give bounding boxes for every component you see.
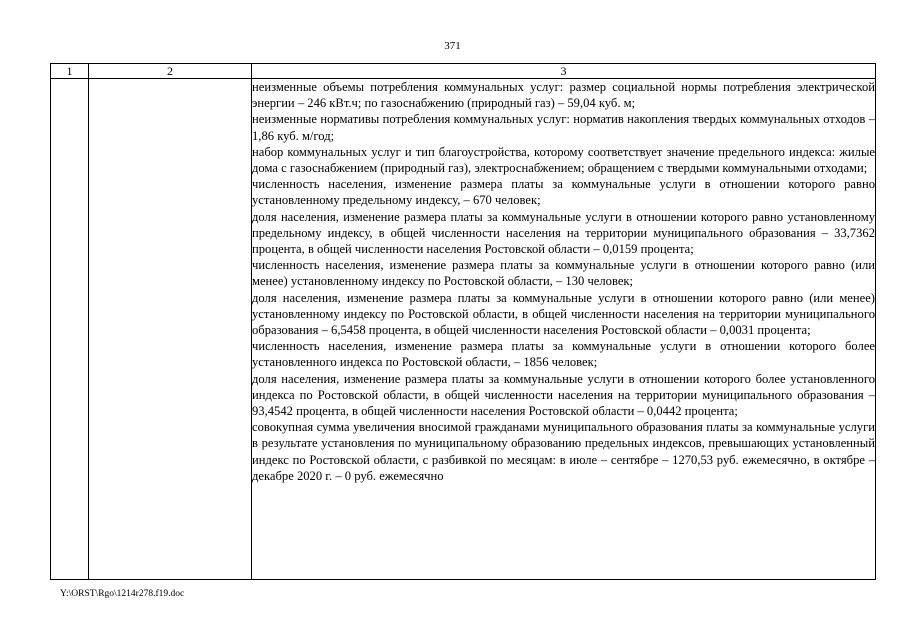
paragraph-services-set: набор коммунальных услуг и тип благоустройства, которому соответствует значение предельного индекса: жилые дома с газоснабжением (природный газ), электроснабжением; обращением с твердыми коммунальными отходами;	[252, 144, 875, 176]
paragraph-population-equal-or-less-regional: численность населения, изменение размера платы за коммунальные услуги в отношении которого равно (или менее) установленному индексу по Ростовской области, – 130 человек;	[252, 258, 875, 289]
table-row	[51, 79, 876, 580]
paragraph-share-equal-limit: доля населения, изменение размера платы за коммунальные услуги в отношении которого равно установленному предельному индексу, в общей численности населения на территории муниципального образования – 33,7362 процента, в общей численности населения Ростовской области – 0,0159 процента;	[252, 209, 875, 257]
table-cell-col3	[252, 79, 876, 580]
page-number: 371	[444, 40, 461, 52]
paragraph-total-increase: совокупная сумма увеличения вносимой гражданами муниципального образования платы за коммунальные услуги в результате установления по муниципальному образованию предельных индексов, превышающих установленный индекс по Ростовской области, с разбивкой по месяцам: в июле – сентябре – 1270,53 руб. ежемесячно, в октябре – декабре 2020 г. – 0 руб. ежемесячно	[252, 420, 875, 483]
footer-file-path: Y:\ORST\Rgo\1214r278.f19.doc	[60, 589, 185, 599]
table-cell-col1	[51, 79, 89, 580]
column-header-2: 2	[89, 64, 252, 79]
paragraph-consumption-volumes: неизменные объемы потребления коммунальных услуг: размер социальной нормы потребления электрической энергии – 246 кВт.ч; по газоснабжению (природный газ) – 59,04 куб. м;	[252, 80, 875, 111]
paragraph-population-equal-limit: численность населения, изменение размера платы за коммунальные услуги в отношении которого равно установленному предельному индексу, – 670 человек;	[252, 177, 875, 208]
column-header-1: 1	[51, 64, 89, 79]
paragraph-share-above-regional: доля населения, изменение размера платы за коммунальные услуги в отношении которого более установленного индекса по Ростовской области, в общей численности населения на территории муниципального образования – 93,4542 процента, в общей численности населения Ростовской области – 0,0442 процента;	[252, 371, 875, 419]
paragraph-share-equal-or-less-regional: доля населения, изменение размера платы за коммунальные услуги в отношении которого равно (или менее) установленному индексу по Ростовской области, в общей численности населения на территории муниципального образования – 6,5458 процента, в общей численности населения Ростовской области – 0,0031 процента;	[252, 290, 875, 338]
paragraph-population-above-regional: численность населения, изменение размера платы за коммунальные услуги в отношении которого более установленного индекса по Ростовской области, – 1856 человек;	[252, 339, 875, 370]
paragraph-consumption-norms: неизменные нормативы потребления коммунальных услуг: норматив накопления твердых коммунальных отходов – 1,86 куб. м/год;	[252, 112, 875, 143]
table-header-row	[51, 64, 876, 79]
table-cell-col2	[89, 79, 252, 580]
document-table	[50, 63, 876, 580]
column-header-3: 3	[252, 64, 876, 79]
